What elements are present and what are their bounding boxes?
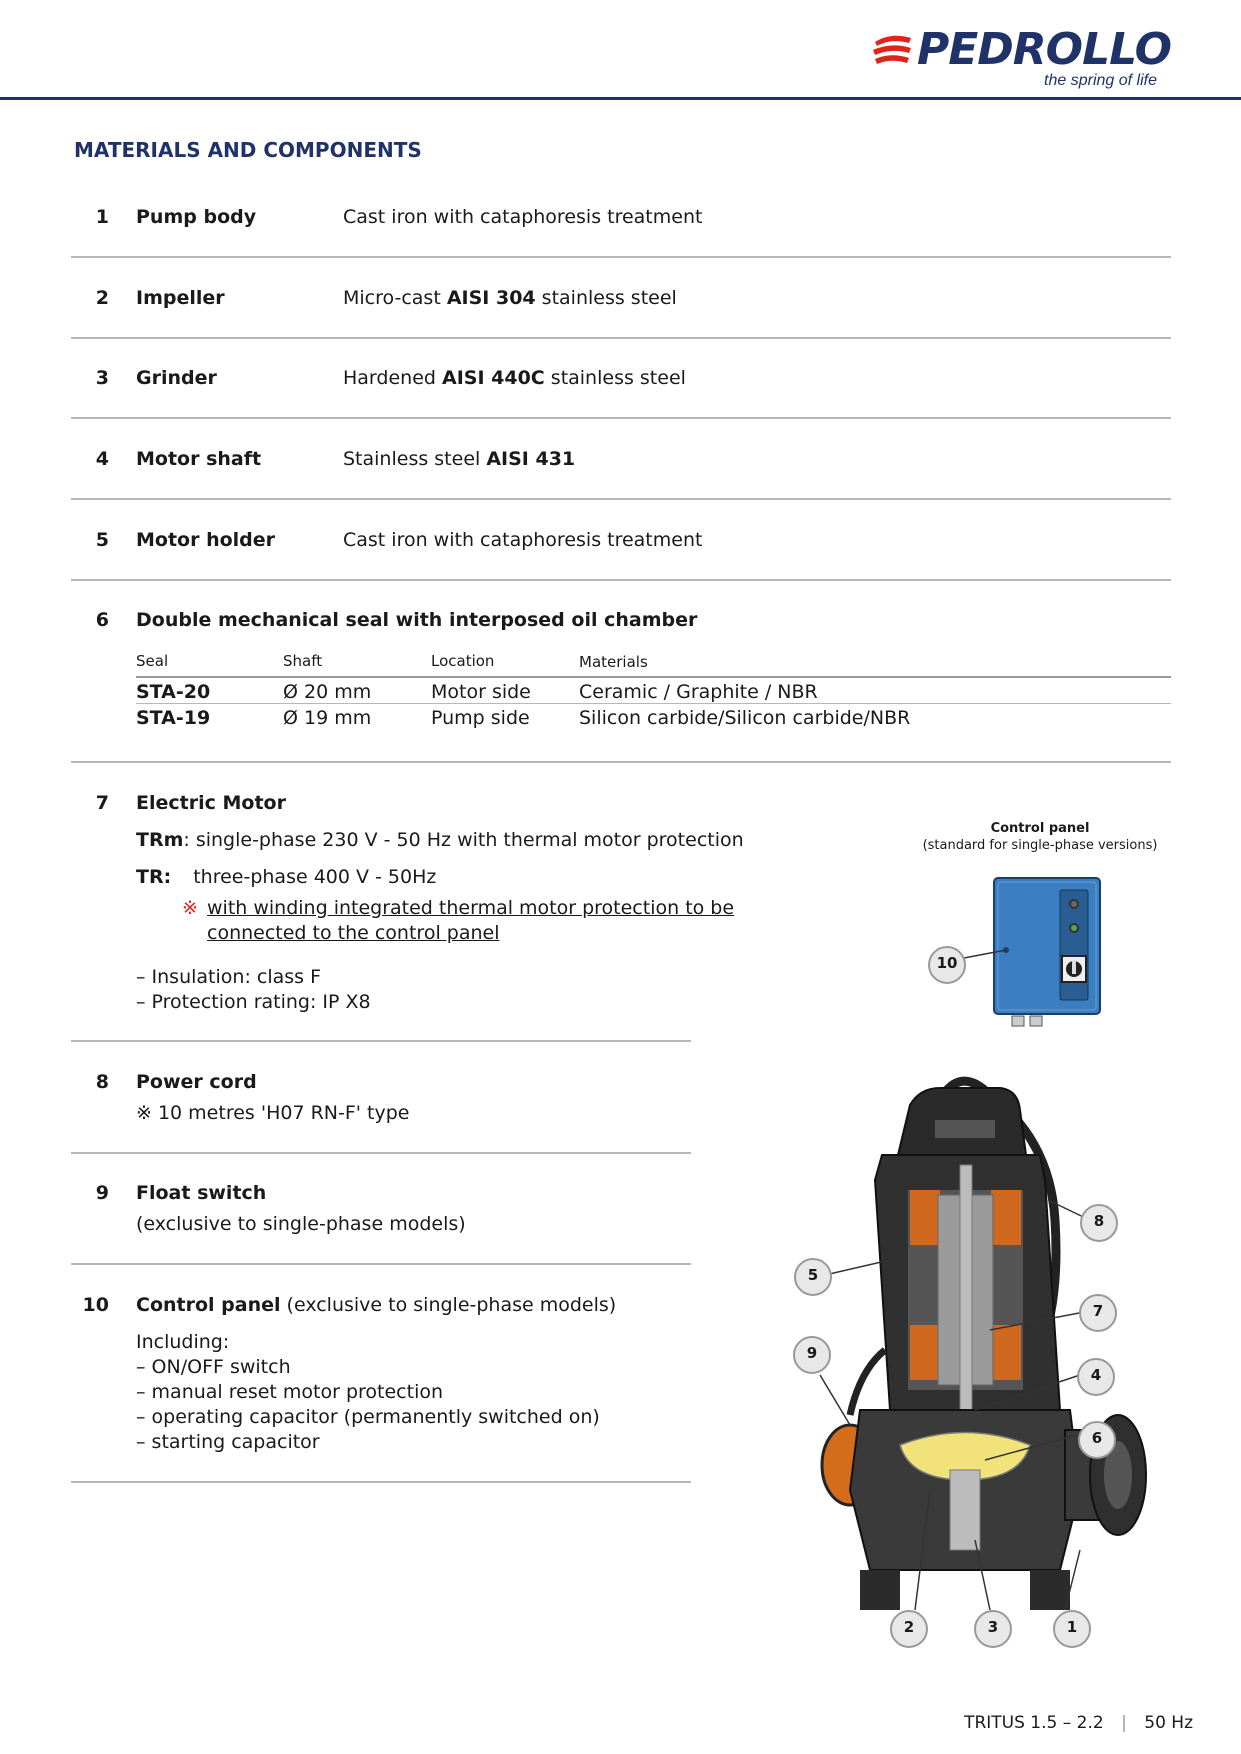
- seal-header-materials: Materials: [579, 653, 648, 671]
- footer-model: TRITUS 1.5 – 2.2: [964, 1713, 1104, 1733]
- item-label: Power cord: [136, 1071, 257, 1093]
- figure-panel-title: Control panel: [990, 821, 1090, 836]
- motor-note-line1: with winding integrated thermal motor protection to be: [207, 897, 735, 919]
- brand-name: PEDROLLO: [916, 24, 1171, 75]
- divider: [71, 1481, 691, 1483]
- item-label: Float switch: [136, 1182, 267, 1204]
- pump-cutaway-illustration: [790, 1070, 1170, 1630]
- item-number: 4: [95, 448, 109, 470]
- seal-cell: STA-20: [136, 681, 211, 703]
- motor-tr-line: TR: three-phase 400 V - 50Hz: [136, 866, 437, 888]
- item-number: 6: [95, 609, 109, 631]
- item-number: 1: [95, 206, 109, 228]
- panel-item: – manual reset motor protection: [136, 1381, 444, 1403]
- divider: [71, 579, 1171, 581]
- callout-number: 8: [1093, 1212, 1105, 1230]
- item-number: 9: [95, 1182, 109, 1204]
- figure-panel-subtitle: (standard for single-phase versions): [922, 838, 1158, 853]
- item-number: 5: [95, 529, 109, 551]
- panel-item: – ON/OFF switch: [136, 1356, 291, 1378]
- divider: [71, 337, 1171, 339]
- motor-insulation: – Insulation: class F: [136, 966, 322, 988]
- item-label: Impeller: [136, 287, 225, 309]
- motor-trm-line: TRm: single-phase 230 V - 50 Hz with thermal motor protection: [136, 829, 744, 851]
- footer-frequency: 50 Hz: [1144, 1713, 1193, 1733]
- callout-number: 2: [903, 1618, 915, 1636]
- callout-number: 7: [1092, 1302, 1104, 1320]
- seal-row-rule: [136, 703, 1171, 704]
- callout-number: 1: [1066, 1618, 1078, 1636]
- item-description: Stainless steel AISI 431: [343, 448, 576, 470]
- item-description: Micro-cast AISI 304 stainless steel: [343, 287, 677, 309]
- section-title: MATERIALS AND COMPONENTS: [74, 138, 422, 162]
- callout-number: 3: [987, 1618, 999, 1636]
- item-label: Pump body: [136, 206, 257, 228]
- header-rule: [0, 97, 1241, 100]
- divider: [71, 761, 1171, 763]
- divider: [71, 1152, 691, 1154]
- footer-separator: |: [1121, 1713, 1127, 1733]
- item-label: Motor holder: [136, 529, 276, 551]
- callout-number: 6: [1091, 1429, 1103, 1447]
- callout-number: 9: [806, 1344, 818, 1362]
- divider: [71, 1040, 691, 1042]
- seal-cell: Ceramic / Graphite / NBR: [579, 681, 818, 703]
- item-label: Electric Motor: [136, 792, 286, 814]
- float-text: (exclusive to single-phase models): [136, 1213, 466, 1235]
- logo-swoosh-icon: [871, 30, 915, 70]
- seal-cell: Ø 20 mm: [283, 681, 372, 703]
- callout-number: 5: [807, 1266, 819, 1284]
- item-label: Motor shaft: [136, 448, 262, 470]
- seal-cell: Pump side: [431, 707, 530, 729]
- callout-number: 10: [936, 954, 958, 972]
- item-label: Control panel (exclusive to single-phase models): [136, 1294, 617, 1316]
- seal-cell: Motor side: [431, 681, 531, 703]
- panel-item: – starting capacitor: [136, 1431, 320, 1453]
- divider: [71, 417, 1171, 419]
- seal-cell: STA-19: [136, 707, 211, 729]
- callout-number: 4: [1090, 1366, 1102, 1384]
- seal-cell: Ø 19 mm: [283, 707, 372, 729]
- brand-logo: [871, 24, 1171, 94]
- item-description: Hardened AISI 440C stainless steel: [343, 367, 686, 389]
- item-number: 3: [95, 367, 109, 389]
- seal-table-rule: [136, 676, 1171, 678]
- item-description: Cast iron with cataphoresis treatment: [343, 529, 703, 551]
- motor-note-line2: connected to the control panel: [207, 922, 500, 944]
- note-mark-icon: ※: [182, 897, 198, 919]
- divider: [71, 1263, 691, 1265]
- seal-cell: Silicon carbide/Silicon carbide/NBR: [579, 707, 911, 729]
- item-label: Double mechanical seal with interposed oil chamber: [136, 609, 698, 631]
- seal-header-seal: Seal: [136, 652, 169, 670]
- seal-header-shaft: Shaft: [283, 652, 323, 670]
- brand-tagline: the spring of life: [1044, 72, 1157, 89]
- panel-item: – operating capacitor (permanently switched on): [136, 1406, 600, 1428]
- motor-protection: – Protection rating: IP X8: [136, 991, 371, 1013]
- divider: [71, 498, 1171, 500]
- item-number: 2: [95, 287, 109, 309]
- panel-including: Including:: [136, 1331, 230, 1353]
- item-number: 10: [82, 1294, 109, 1316]
- seal-header-location: Location: [431, 652, 495, 670]
- item-number: 8: [95, 1071, 109, 1093]
- item-label: Grinder: [136, 367, 217, 389]
- divider: [71, 256, 1171, 258]
- page-footer: [964, 1713, 1193, 1733]
- item-number: 7: [95, 792, 109, 814]
- cord-text: ※ 10 metres 'H07 RN-F' type: [136, 1102, 410, 1124]
- item-description: Cast iron with cataphoresis treatment: [343, 206, 703, 228]
